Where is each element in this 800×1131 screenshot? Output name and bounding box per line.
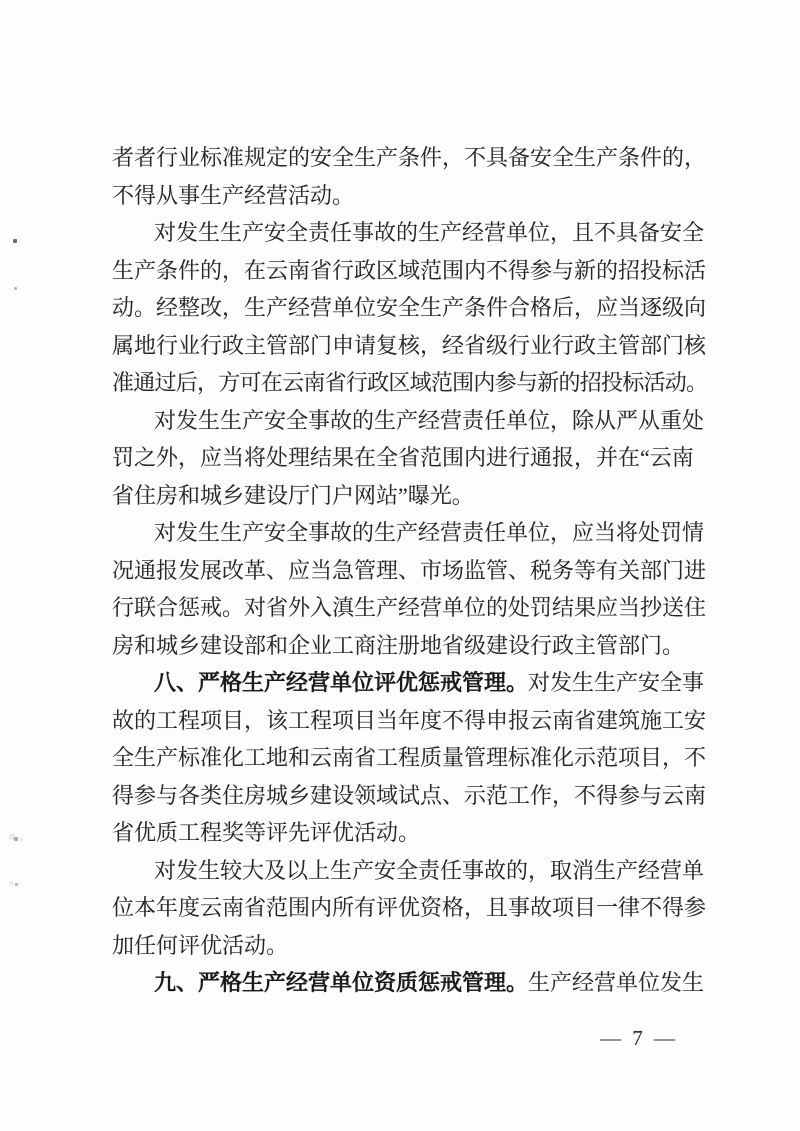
body-text-line: 位本年度云南省范围内所有评优资格，且事故项目一律不得参 [112, 895, 707, 920]
body-text-line: 全生产标准化工地和云南省工程质量管理标准化示范项目，不 [112, 745, 707, 770]
body-text-line: 得参与各类住房城乡建设领域试点、示范工作，不得参与云南 [112, 782, 707, 808]
section-heading-line: 八、严格生产经营单位评优惩戒管理。对发生生产安全事 [154, 670, 705, 695]
body-text-line: 者者行业标准规定的安全生产条件，不具备安全生产条件的， [112, 145, 707, 170]
body-text-line: 准通过后，方可在云南省行政区域范围内参与新的招投标活动。 [112, 370, 708, 395]
section-heading: 九、严格生产经营单位资质惩戒管理。 [154, 970, 529, 995]
scan-speck [15, 883, 18, 886]
document-body [112, 139, 708, 1002]
body-text-line: 对发生生产安全事故的生产经营责任单位，除从严从重处 [154, 407, 705, 433]
scan-speck [14, 837, 18, 841]
body-text-line: 属地行业行政主管部门申请复核，经省级行业行政主管部门核 [112, 332, 707, 358]
body-text-line: 动。经整改，生产经营单位安全生产条件合格后，应当逐级向 [112, 295, 707, 320]
body-text-line: 故的工程项目，该工程项目当年度不得申报云南省建筑施工安 [112, 707, 707, 733]
body-text-line: 加任何评优活动。 [112, 932, 289, 958]
body-text-line: 房和城乡建设部和企业工商注册地省级建设行政主管部门。 [112, 632, 685, 658]
body-text-line: 省优质工程奖等评先评优活动。 [112, 820, 421, 845]
body-text-line: 罚之外，应当将处理结果在全省范围内进行通报，并在“云南 [112, 445, 694, 470]
body-text-line: 况通报发展改革、应当急管理、市场监管、税务等有关部门进 [112, 557, 707, 583]
scan-speck [14, 287, 17, 290]
page-number: — 7 — [600, 1026, 678, 1050]
section-heading: 八、严格生产经营单位评优惩戒管理。 [154, 670, 529, 695]
body-text-line: 对发生生产安全责任事故的生产经营单位，且不具备安全 [154, 220, 705, 245]
body-text-line: 不得从事生产经营活动。 [112, 182, 355, 208]
body-text-line: 对发生生产安全事故的生产经营责任单位，应当将处罚情 [154, 520, 705, 545]
body-text-line: 生产条件的，在云南省行政区域范围内不得参与新的招投标活 [112, 257, 707, 283]
body-text-line: 对发生较大及以上生产安全责任事故的，取消生产经营单 [154, 857, 705, 883]
section-heading-line: 九、严格生产经营单位资质惩戒管理。生产经营单位发生 [154, 970, 705, 995]
body-text-line: 省住房和城乡建设厅门户网站”曝光。 [112, 482, 474, 508]
scan-speck [13, 239, 17, 243]
body-text-line: 行联合惩戒。对省外入滇生产经营单位的处罚结果应当抄送住 [112, 595, 707, 620]
